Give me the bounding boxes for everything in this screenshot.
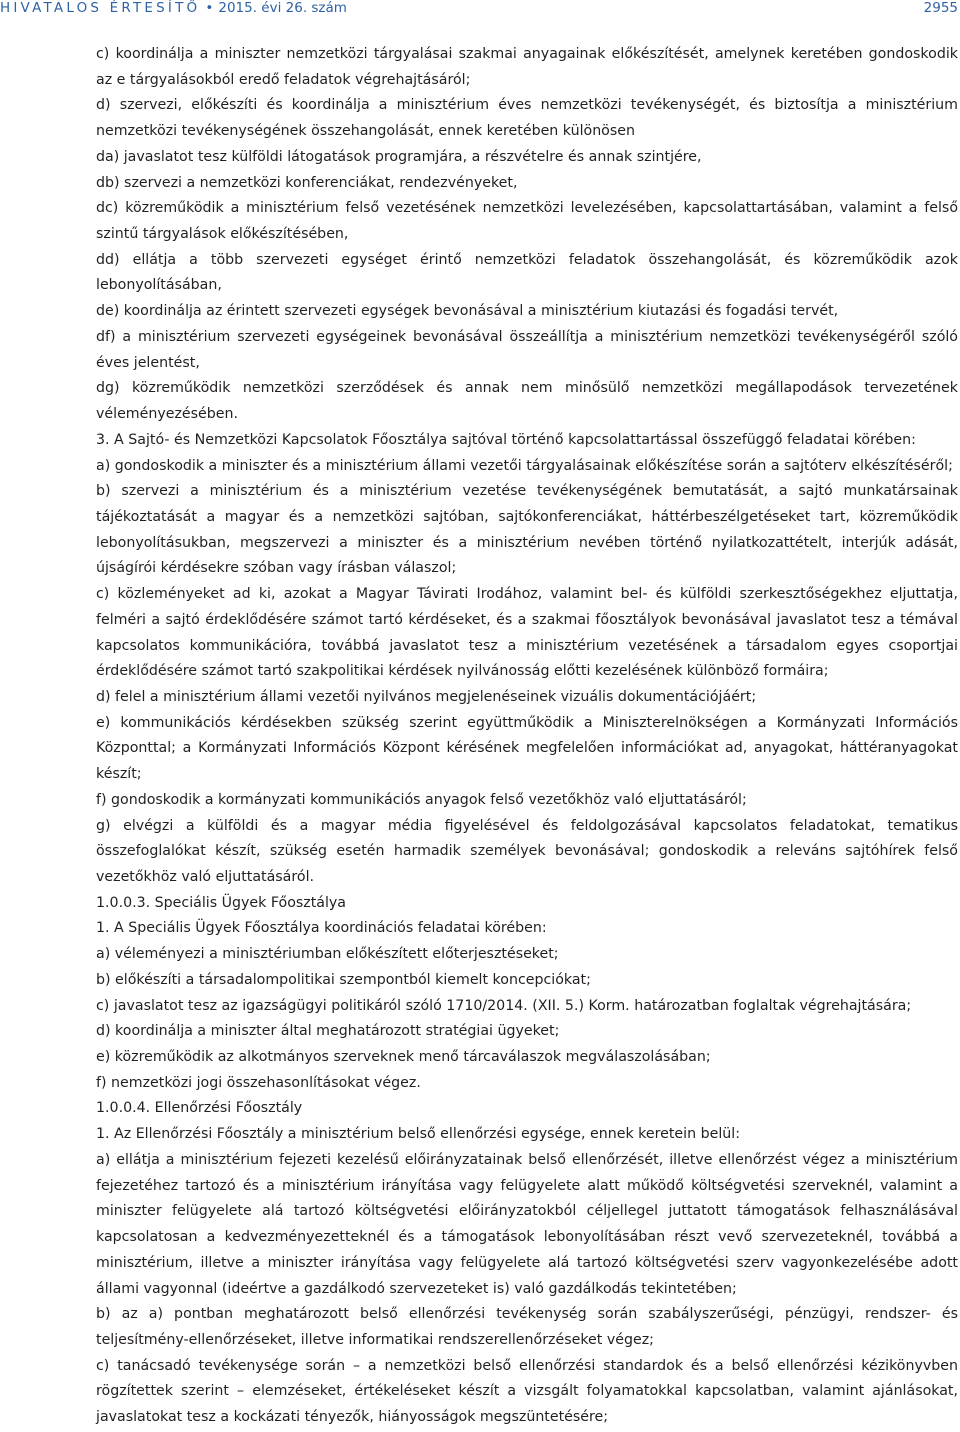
journal-title: HIVATALOS ÉRTESÍTŐ [0, 0, 201, 16]
paragraph: d) szervezi, előkészíti és koordinálja a minisztérium éves nemzetközi tevékenységét, és biztosítja a minisztérium nemzetközi tevékenységének összehangolását, ennek keretében különösen [96, 97, 958, 140]
paragraph: de) koordinálja az érintett szervezeti egységek bevonásával a minisztérium kiutazási és fogadási tervét, [96, 303, 839, 320]
paragraph: a) ellátja a minisztérium fejezeti kezelésű előirányzatainak belső ellenőrzését, illetve ellenőrzést végez a minisztérium fejezetéhez tartozó és a minisztérium irányítása vagy felügyelete alatt működő költségvetési szerveknél, valamint a miniszter felügyelete alá tartozó költségvetési előirányzatokból céljellegel juttatott támogatások felhasználásával kapcsolatosan a kedvezményezetteknél és a támogatások lebonyolításában részt vevő szervezeteknél, továbbá a minisztérium, illetve a miniszter irányítása vagy felügyelete alá tartozó költségvetési szerv vagyonkezelésébe adott állami vagyonnal (ideértve a gazdálkodó szervezeteket is) való gazdálkodás tekintetében; [96, 1151, 958, 1297]
paragraph: a) gondoskodik a miniszter és a minisztérium állami vezetői tárgyalásainak előkészítése során a sajtóterv elkészítéséről; [96, 457, 953, 474]
paragraph: 1. Az Ellenőrzési Főosztály a minisztérium belső ellenőrzési egysége, ennek keretein belül: [96, 1126, 740, 1143]
paragraph: 3. A Sajtó- és Nemzetközi Kapcsolatok Főosztálya sajtóval történő kapcsolattartással összefüggő feladatai körében: [96, 431, 916, 448]
paragraph: c) tanácsadó tevékenysége során – a nemzetközi belső ellenőrzési standardok és a belső ellenőrzési kézikönyvben rögzítettek szerint – elemzéseket, értékeléseket készít a vizsgált folyamatokkal kapcsolatban, valamint ajánlásokat, javaslatokat tesz a kockázati tényezők, hiányosságok megszüntetésére; [96, 1357, 958, 1426]
paragraph: f) gondoskodik a kormányzati kommunikációs anyagok felső vezetőkhöz való eljuttatásáról; [96, 791, 747, 808]
paragraph: dd) ellátja a több szervezeti egységet érintő nemzetközi feladatok összehangolását, és közreműködik azok lebonyolításában, [96, 251, 958, 294]
paragraph: db) szervezi a nemzetközi konferenciákat, rendezvényeket, [96, 174, 518, 191]
paragraph: f) nemzetközi jogi összehasonlításokat végez. [96, 1074, 421, 1091]
issue-number: 2015. évi 26. szám [218, 0, 347, 16]
page-number: 2955 [923, 0, 958, 16]
paragraph: g) elvégzi a külföldi és a magyar média figyelésével és feldolgozásával kapcsolatos feladatokat, tematikus összefoglalókat készít, szükség esetén harmadik személyek bevonásával; gondoskodik a releváns sajtóhírek felső vezetőkhöz való eljuttatásáról. [96, 817, 958, 885]
paragraph: b) előkészíti a társadalompolitikai szempontból kiemelt koncepciókat; [96, 971, 591, 988]
section-heading: 1.0.0.4. Ellenőrzési Főosztály [96, 1100, 303, 1117]
paragraph: d) koordinálja a miniszter által meghatározott stratégiai ügyeket; [96, 1023, 560, 1040]
paragraph: 1. A Speciális Ügyek Főosztálya koordinációs feladatai körében: [96, 920, 547, 937]
section-heading: 1.0.0.3. Speciális Ügyek Főosztálya [96, 894, 346, 911]
paragraph: b) szervezi a minisztérium és a minisztérium vezetése tevékenységének bemutatását, a sajtó munkatársainak tájékoztatását a magyar és a nemzetközi sajtóban, sajtókonferenciákat, háttérbeszélgetéseket tart, közreműködik lebonyolításukban, megszervezi a miniszter és a minisztérium nevében történő nyilatkozattételt, interjúk adását, újságírói kérdésekre szóban vagy írásban válaszol; [96, 483, 958, 577]
paragraph: a) véleményezi a minisztériumban előkészített előterjesztéseket; [96, 946, 559, 963]
paragraph: e) közreműködik az alkotmányos szerveknek menő tárcaválaszok megválaszolásában; [96, 1049, 711, 1066]
paragraph: c) koordinálja a miniszter nemzetközi tárgyalásai szakmai anyagainak előkészítését, amelynek keretében gondoskodik az e tárgyalásokból eredő feladatok végrehajtásáról; [96, 46, 958, 88]
paragraph: df) a minisztérium szervezeti egységeinek bevonásával összeállítja a minisztérium nemzetközi tevékenységéről szóló éves jelentést, [96, 328, 958, 371]
header-bullet: • [205, 0, 214, 16]
paragraph: b) az a) pontban meghatározott belső ellenőrzési tevékenység során szabályszerűségi, pénzügyi, rendszer- és teljesítmény-ellenőrzéseket, illetve informatikai rendszerellenőrzéseket végez; [96, 1306, 958, 1348]
paragraph: dc) közreműködik a minisztérium felső vezetésének nemzetközi levelezésében, kapcsolattartásában, valamint a felső szintű tárgyalások előkészítésében, [96, 200, 958, 243]
paragraph: da) javaslatot tesz külföldi látogatások programjára, a részvételre és annak szintjére, [96, 148, 702, 165]
paragraph: c) javaslatot tesz az igazságügyi politikáról szóló 1710/2014. (XII. 5.) Korm. határozatban foglaltak végrehajtására; [96, 997, 912, 1014]
header-publication [0, 0, 347, 16]
paragraph: d) felel a minisztérium állami vezetői nyilvános megjelenéseinek vizuális dokumentációjáért; [96, 688, 757, 705]
paragraph: c) közleményeket ad ki, azokat a Magyar Távirati Irodához, valamint bel- és külföldi szerkesztőségekhez eljuttatja, felméri a sajtó érdeklődésére számot tartó kérdéseket, és a szakmai főosztályok bevonásával javaslatot tesz a témával kapcsolatos kommunikációra, továbbá javaslatot tesz a minisztérium vezetésének a társadalom egyes csoportjai érdeklődésére számot tartó szakpolitikai kérdések nyilvánosság előtti kezelésének különböző formáira; [96, 586, 958, 680]
document-body [96, 42, 958, 1431]
paragraph: dg) közreműködik nemzetközi szerződések és annak nem minősülő nemzetközi megállapodások tervezetének véleményezésében. [96, 380, 958, 423]
page-header [0, 0, 960, 22]
paragraph: e) kommunikációs kérdésekben szükség szerint együttműködik a Miniszterelnökségen a Kormányzati Információs Központtal; a Kormányzati Információs Központ kérésének megfelelően információkat ad, anyagokat, háttéranyagokat készít; [96, 714, 958, 783]
